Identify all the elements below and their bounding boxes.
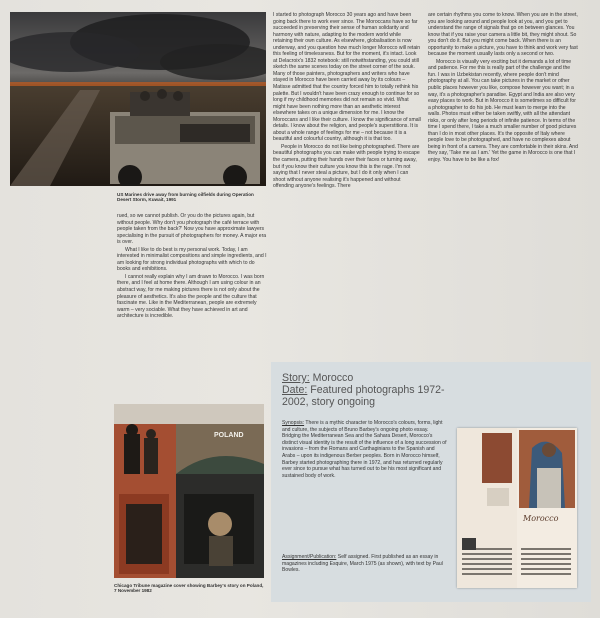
synopsis-text: There is a mythic character to Morocco's colours, forms, light and culture, the subjects of Bruno Barbey's ongoing photo essay. Bridging the Mediterranean Sea and the Sahara Desert, Morocco's distinct visual identity is the result of the influence of a long succession of invasions – from the Romans and Carthaginians to the Spanish and Arabs – upon its indigenous Berber peoples. Born in Morocco himself, Barbey started photographing there in 1972, and has returned regularly ever since to pursue what has turned out to be his most significant and sustained body of work. (282, 420, 447, 479)
story-value: Morocco (312, 372, 354, 384)
assignment-block (282, 554, 447, 574)
story-heading (282, 372, 457, 408)
caption-top: US Marines drive away from burning oilfields during Operation Desert Storm, Kuwait, 1991 (117, 192, 254, 203)
paragraph: are certain rhythms you come to know. When you are in the street, you are looking around and people look at you, and you get to understand the range of signals that go on between glances. You know that if you raise your camera a little bit, they might shout. So you don't do it. But you might come back. When there is an opportunity to make a picture, you have to think and work very fast because the moment usually lasts only a second or two. (428, 12, 578, 58)
synopsis-label: Synopsis: (282, 420, 305, 426)
column-middle-text (273, 12, 421, 357)
assignment-label: Assignment/Publication: (282, 554, 337, 560)
magazine-spread (457, 428, 577, 588)
synopsis-block (282, 420, 447, 479)
paragraph: I started to photograph Morocco 30 years ago and have been going back there to work ever since. The Moroccans have so far succeeded in preserving their sense of human solidarity and harmony with nature, adapting to the modern world while retaining their own culture. As elsewhere, globalisation is now underway, and you question how much longer Morocco will retain this feeling of timelessness. But for the moment, it's intact. Look at Delacroix's 1832 notebook: still notwithstanding, you could still sketch the same scenes today on the street corner of the souk. Many of those painters, photographers and writers who have stayed in Morocco have been carried away by its colours – Matisse admitted that the country forced him to totally rethink his palette. But I wouldn't have been crazy enough to continue for so long if my childhood memories did not remain so vivid. What might have been nothing more than an aesthetic interest elsewhere takes on a unique dimension for me. I know the Moroccans and I like their culture. I know the significance of small details. I know about the religion, and people's superstitions. It is about a whole range of feelings for me – not because it is a beautiful and colourful country, although it is that too. (273, 12, 421, 143)
date-value: Featured photographs 1972-2002, story ongoing (282, 384, 445, 408)
tribune-cover (114, 404, 264, 578)
magazine-title: Morocco (523, 514, 559, 523)
caption-bottom: Chicago Tribune magazine cover showing Barbey's story on Poland, 7 November 1982 (114, 583, 264, 594)
column-left-text (117, 213, 267, 403)
paragraph: What I like to do best is my personal work. Today, I am interested in minimalist compositions and simple ingredients, and I am looking for strong individual photographs with which to do books and exhibitions. (117, 246, 267, 273)
tribune-cover-image (114, 404, 264, 578)
tribune-cover-title: POLAND (214, 432, 244, 439)
paragraph: I cannot really explain why I am drawn to Morocco. I was born there, and I feel at home there. Although I am using colour in an abstract way, for me making pictures there is not only about the pleasure of aesthetics. It's also the people and the culture that fascinate me. Like in the Mediterranean, people are extremely warm – very sociable. What they have achieved in art and architecture is incredible. (117, 273, 265, 320)
paragraph: People in Morocco do not like being photographed. There are beautiful photographs you can make with people trying to escape the camera, putting their hands over their faces or turning away, but if you know their culture you know this is the rage. I'm not saying that I never steal a picture, but I do it only when I can shoot without anyone realising it's happened and without offending anyone's feelings. There (273, 143, 420, 190)
story-line (282, 372, 457, 384)
paragraph: rued, so we cannot publish. Or you do the pictures again, but without people. Why don't you photograph the café terrace with people taken from the back?' Now you have approximate lawyers specialising in the pursuit of photographers for money. A major era is over. (117, 213, 267, 246)
date-label: Date: (282, 384, 308, 396)
column-right-text (428, 12, 578, 357)
paragraph: Morocco is visually very exciting but it demands a lot of time and patience. For me this is really part of the challenge and the fun. I was in Uzbekistan recently, where people don't mind photography at all. You can take pictures in the market or other public places however you like, compose however you want; in a way, it's a photographer's paradise. Egypt and India are also very easy places to work. But in Morocco it is sometimes so difficult for a photographer to do his job. He must learn to merge into the walls. Photos must either be taken swiftly, with all the attendant risks, or only after long periods of infinite patience. In terms of the time I spend there, I take a much smaller number of good pictures than I do in most other places. It's the opposite of Italy where people love to be photographed, and have no complexes about being in front of a camera. They are comfortable in their skins. And they say, 'Take me as I am.' Yet the game in Morocco is one that I enjoy. You have to be like a fox! (428, 58, 578, 164)
desert-storm-image (10, 12, 266, 186)
story-label: Story: (282, 372, 310, 384)
desert-storm-photo (10, 12, 266, 186)
date-line (282, 384, 457, 408)
assignment-text: Self assigned. First published as an essay in magazines including Esquire, March 1975 (as shown), with text by Paul Bowles. (282, 554, 443, 574)
magazine-spread-image (457, 428, 577, 588)
